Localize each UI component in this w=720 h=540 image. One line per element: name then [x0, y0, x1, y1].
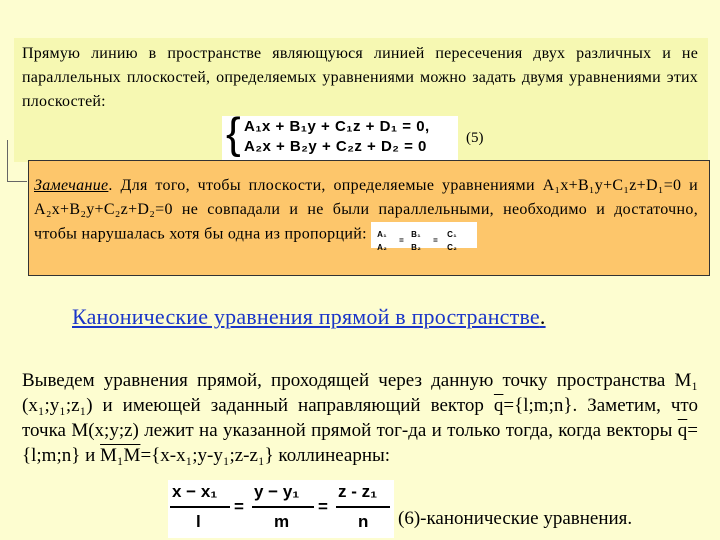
- canon-eq-1: =: [234, 497, 244, 516]
- heading-text: Канонические уравнения прямой в пространстве: [72, 304, 540, 329]
- vector-q-2: $\overline{q}$: [677, 420, 688, 441]
- remark-text: . Для того, чтобы плоскости, определяемые уравнениями A₁x+B₁y+C₁z+D₁=0 и A₂x+B₂y+C₂z+D₂=0 не совпадали и не были параллельными, необходимо и достаточно, чтобы нарушалась хотя бы одна из пропорций:: [34, 177, 698, 243]
- frac-eq1: =: [399, 236, 405, 245]
- canon-eq-2: =: [318, 497, 328, 516]
- canon-den-2: m: [274, 512, 290, 531]
- canon-num-2: y − y₁: [254, 482, 300, 501]
- fraction-bar-2: [252, 506, 314, 508]
- fraction-bar-3: [336, 506, 390, 508]
- vector-m1m: M₁M: [100, 445, 141, 466]
- remark-label: Замечание: [34, 177, 109, 194]
- body-text-3: ={l;m;n} и: [22, 420, 698, 466]
- canon-num-1: x − x₁: [172, 482, 218, 501]
- frac-c1: C₁: [447, 230, 457, 239]
- vector-q: $\overline{q}$: [493, 395, 504, 416]
- frac-eq2: =: [433, 236, 439, 245]
- section-heading: [72, 304, 546, 330]
- canon-num-3: z - z₁: [338, 482, 378, 501]
- frac-a1: A₁: [377, 230, 387, 239]
- body-text-2: ={l;m;n}. Заметим, что точка M(x;y;z) лежит на указанной прямой тог-да и только тогда, когда векторы: [22, 395, 698, 441]
- canon-den-1: l: [196, 512, 201, 531]
- canonical-caption: (6)-канонические уравнения.: [398, 508, 633, 529]
- remark-paragraph: [34, 174, 698, 252]
- frac-c2: C₂: [447, 243, 458, 252]
- frac-a2: A₂: [377, 243, 388, 252]
- proportion-formula: [371, 222, 477, 252]
- heading-dot: .: [539, 304, 546, 329]
- connector-line-h: [7, 181, 27, 182]
- plane-equation-1: A₁x + B₁y + C₁z + D₁ = 0,: [244, 118, 430, 135]
- frac-b2: B₂: [411, 243, 422, 252]
- canonical-equation-image: [168, 480, 394, 538]
- body-text-4: ={x-x₁;y-y₁;z-z₁} коллинеарны:: [140, 445, 391, 466]
- frac-b1: B₁: [411, 230, 421, 239]
- canon-den-3: n: [358, 512, 369, 531]
- fraction-bar-1: [170, 506, 230, 508]
- left-brace: {: [226, 109, 241, 158]
- body-paragraph: [22, 368, 698, 468]
- intro-paragraph: Прямую линию в пространстве являющуюся линией пересечения двух различных и не параллельных плоскостей, определяемых уравнениями можно задать двумя уравнениями этих плоскостей:: [22, 45, 698, 110]
- equation-number-5: (5): [466, 130, 484, 146]
- plane-equation-2: A₂x + B₂y + C₂z + D₂ = 0: [244, 138, 427, 155]
- body-text-1: Выведем уравнения прямой, проходящей через данную точку пространства M₁ (x₁;y₁;z₁) и имеющей заданный направляющий вектор: [22, 370, 698, 416]
- connector-line: [7, 140, 8, 182]
